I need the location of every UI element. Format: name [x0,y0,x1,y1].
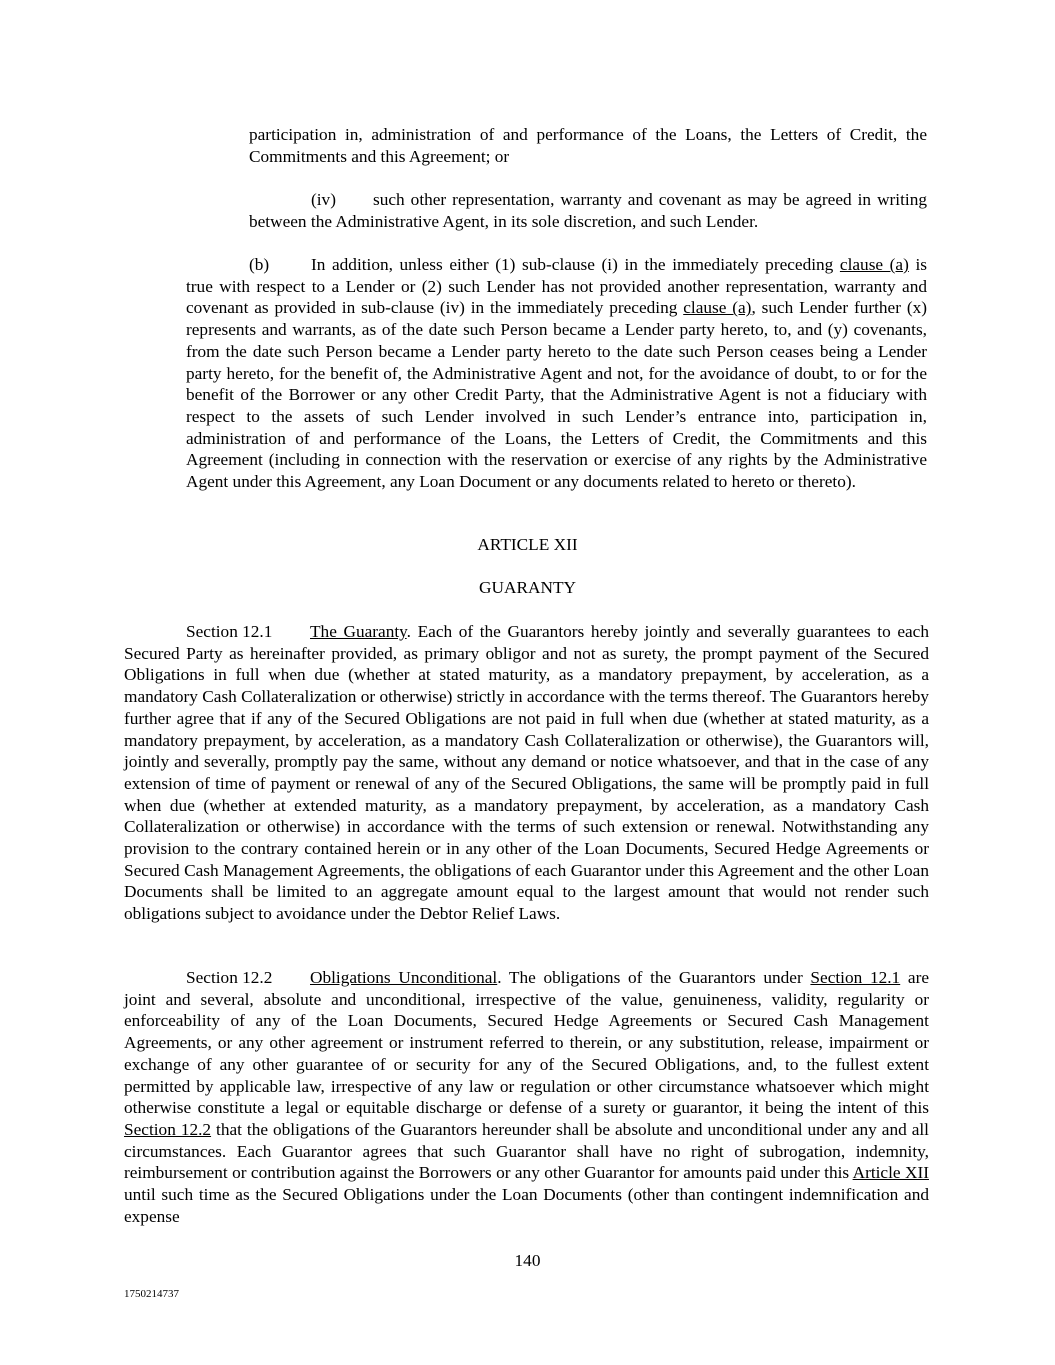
section-label: Section 12.2 [186,968,273,987]
paragraph-text: . The obligations of the Guarantors under [497,968,811,987]
paragraph-text: In addition, unless either (1) sub-clause (i) in the immediately preceding [311,255,840,274]
cross-reference: clause (a) [683,298,752,318]
document-id: 1750214737 [124,1288,179,1300]
paragraph-text: such other representation, warranty and covenant as may be agreed in writing between the Administrative Agent, in its sole discretion, and such Lender. [249,190,927,231]
paragraph-text: until such time as the Secured Obligations under the Loan Documents (other than contingent indemnification and expense [124,1185,929,1226]
paragraph-text: . Each of the Guarantors hereby jointly and severally guarantees to each Secured Party as hereinafter provided, as primary obligor and not as surety, the prompt payment of the Secured Obligations in full when due (whether at stated maturity, as a mandatory prepayment, by acceleration, as a mandatory Cash Collateralization or otherwise) strictly in accordance with the terms thereof. The Guarantors hereby further agree that if any of the Secured Obligations are not paid in full when due (whether at stated maturity, as a mandatory prepayment, by acceleration, as a mandatory Cash Collateralization or otherwise), the Guarantors will, jointly and severally, promptly pay the same, without any demand or notice whatsoever, and that in the case of any extension of time of payment or renewal of any of the Secured Obligations, the same will be promptly paid in full when due (whether at extended maturity, as a mandatory prepayment, by acceleration, as a mandatory Cash Collateralization or otherwise) in accordance with the terms of such extension or renewal. Notwithstanding any provision to the contrary contained herein or in any other of the Loan Documents, Secured Hedge Agreements or Secured Cash Management Agreements, the obligations of each Guarantor under this Agreement and the other Loan Documents shall be limited to an aggregate amount equal to the largest amount that would not render such obligations subject to avoidance under the Debtor Relief Laws. [124,622,929,924]
section-12-2 [124,967,929,1227]
paragraph-text: are joint and several, absolute and unconditional, irrespective of the value, genuineness, validity, regularity or enforceability of any of the Loan Documents, Secured Hedge Agreements or Secured Cash Management Agreements, or any other agreement or instrument referred to therein, or any substitution, release, impairment or exchange of any other guarantee of or security for any of the Secured Obligations, and, to the fullest extent permitted by applicable law, irrespective of any law or regulation or other circumstance whatsoever which might otherwise constitute a legal or equitable discharge or defense of a surety or guarantor, it being the intent of this [124,968,929,1118]
cross-reference: Section 12.2 [124,1119,212,1139]
paragraph-text: participation in, administration of and performance of the Loans, the Letters of Credit, the Commitments and this Agreement; or [249,125,927,166]
cross-reference: Article XII [852,1163,929,1183]
paragraph-text: that the obligations of the Guarantors hereunder shall be absolute and unconditional under any and all circumstances. Each Guarantor agrees that such Guarantor shall have no right of subrogation, indemnity, reimbursement or contribution against the Borrowers or any other Guarantor for amounts paid under this [124,1119,929,1183]
section-12-1 [124,621,929,925]
section-title: Obligations Unconditional [310,968,498,987]
cross-reference: Section 12.1 [810,968,901,987]
article-title: GUARANTY [479,578,576,597]
clause-label: (iv) [311,190,336,209]
cross-reference: clause (a) [839,255,909,274]
clause-label: (b) [249,255,270,274]
paragraph-text: is true with respect to a Lender or (2) such Lender has not provided another representation, warranty and covenant as provided in sub-clause (iv) in the immediately preceding [186,255,927,318]
paragraph-text: , such Lender further (x) represents and warrants, as of the date such Person became a Lender party hereto, to, and (y) covenants, from the date such Person became a Lender party hereto to the date such Person ceases being a Lender party hereto, for the benefit of, the Administrative Agent and not, for the avoidance of doubt, to or for the benefit of the Borrower or any other Credit Party, that the Administrative Agent is not a fiduciary with respect to the assets of such Lender involved in such Lender’s entrance into, participation in, administration of and performance of the Loans, the Letters of Credit, the Commitments and this Agreement (including in connection with the reservation or exercise of any rights by the Administrative Agent under this Agreement, any Loan Document or any documents related to hereto or thereto). [186,298,927,492]
paragraph-b [186,254,927,493]
section-title: The Guaranty [310,622,407,641]
article-heading: ARTICLE XII [477,535,578,554]
page-number: 140 [514,1251,541,1270]
paragraph-iv [249,189,927,232]
paragraph-participation [249,124,927,167]
section-label: Section 12.1 [186,622,273,641]
